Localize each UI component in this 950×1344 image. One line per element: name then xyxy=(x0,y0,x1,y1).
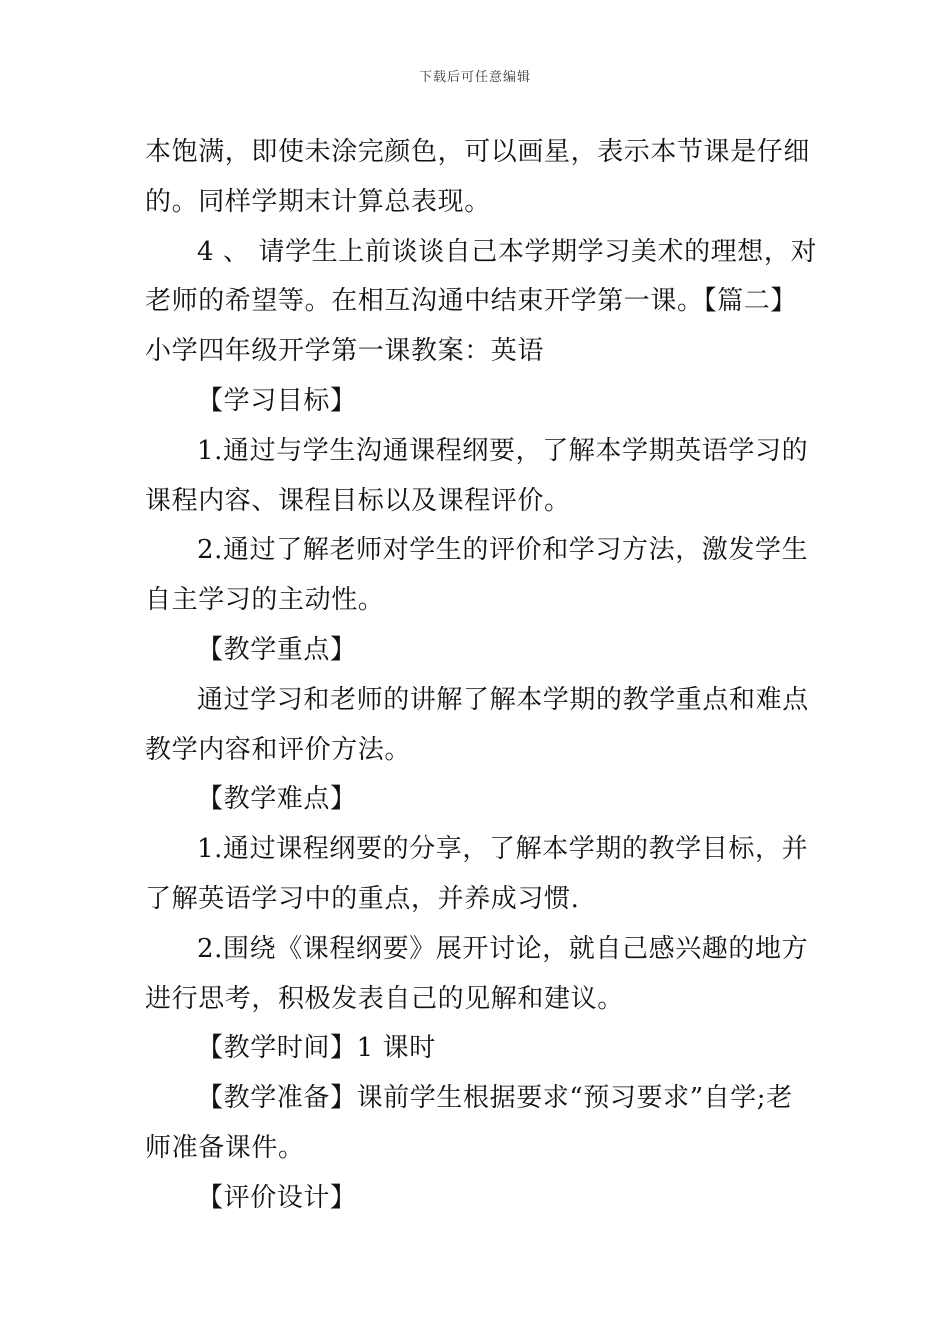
page-header-note: 下载后可任意编辑 xyxy=(418,70,531,85)
section-heading: 【教学难点】 xyxy=(197,784,357,815)
text-line: 【教学时间】1 课时 xyxy=(197,1033,436,1064)
text-line: 了解英语学习中的重点，并养成习惯. xyxy=(145,883,580,914)
text-line: 的。同样学期末计算总表现。 xyxy=(145,186,491,217)
text-line: 自主学习的主动性。 xyxy=(145,585,385,616)
text-line: 老师的希望等。在相互沟通中结束开学第一课。【篇二】 xyxy=(145,286,798,317)
text-line: 【教学准备】课前学生根据要求“预习要求”自学;老 xyxy=(197,1083,793,1114)
text-line: 通过学习和老师的讲解了解本学期的教学重点和难点 xyxy=(197,684,809,715)
section-heading: 【教学重点】 xyxy=(197,634,357,665)
text-line: 本饱满，即使未涂完颜色，可以画星，表示本节课是仔细 xyxy=(145,137,811,167)
document-body xyxy=(145,128,818,1224)
text-line: 4 、 请学生上前谈谈自己本学期学习美术的理想，对 xyxy=(197,236,818,267)
text-line: 教学内容和评价方法。 xyxy=(145,734,412,765)
text-line: 2.围绕《课程纲要》展开讨论，就自己感兴趣的地方 xyxy=(197,933,809,964)
section-title: 小学四年级开学第一课教案：英语 xyxy=(145,336,545,367)
text-line: 2.通过了解老师对学生的评价和学习方法，激发学生 xyxy=(197,535,809,566)
section-heading: 【评价设计】 xyxy=(197,1182,357,1213)
text-line: 师准备课件。 xyxy=(145,1132,305,1163)
text-line: 进行思考，积极发表自己的见解和建议。 xyxy=(145,983,624,1014)
text-line: 1.通过与学生沟通课程纲要，了解本学期英语学习的 xyxy=(197,435,809,466)
text-line: 课程内容、课程目标以及课程评价。 xyxy=(145,485,571,516)
section-heading: 【学习目标】 xyxy=(197,385,357,416)
text-line: 1.通过课程纲要的分享，了解本学期的教学目标，并 xyxy=(197,834,809,865)
